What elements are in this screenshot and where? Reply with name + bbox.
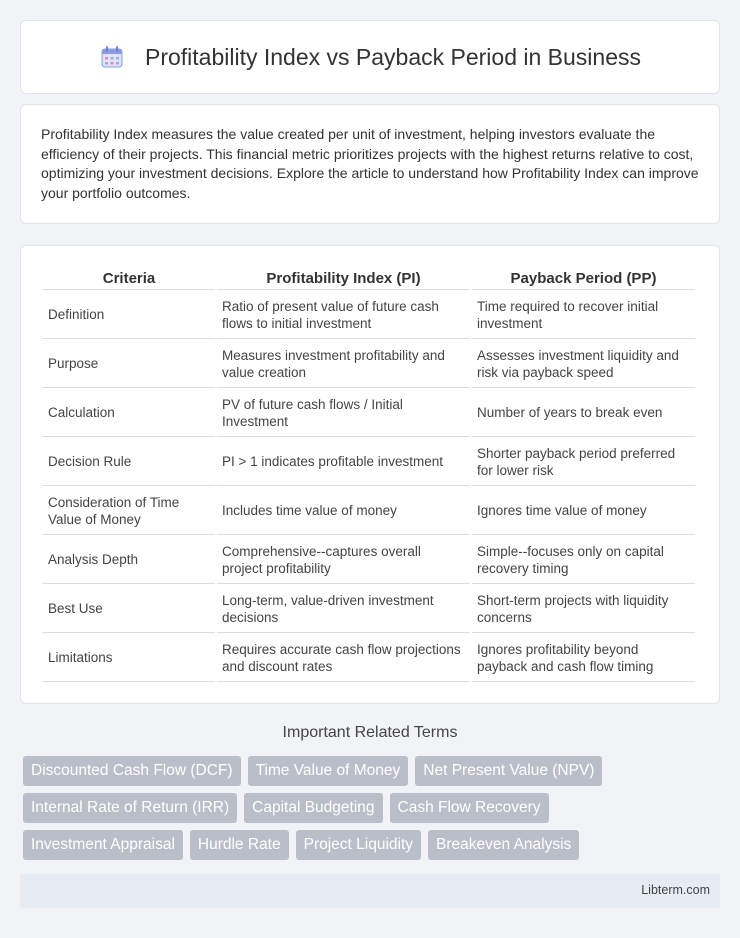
criteria-cell: Decision Rule <box>43 439 215 486</box>
tag-hurdle-rate[interactable]: Hurdle Rate <box>190 830 289 860</box>
criteria-cell: Best Use <box>43 586 215 633</box>
intro-card <box>20 104 720 224</box>
tag-project-liquidity[interactable]: Project Liquidity <box>296 830 421 860</box>
table-row <box>43 635 695 682</box>
related-terms-list <box>23 756 723 867</box>
column-header-pi: Profitability Index (PI) <box>217 268 470 290</box>
table-row <box>43 341 695 388</box>
tag-capital-budgeting[interactable]: Capital Budgeting <box>244 793 382 823</box>
pp-cell: Shorter payback period preferred for lower risk <box>472 439 695 486</box>
tag-irr[interactable]: Internal Rate of Return (IRR) <box>23 793 237 823</box>
comparison-table-card <box>20 245 720 704</box>
criteria-cell: Purpose <box>43 341 215 388</box>
table-row <box>43 292 695 339</box>
pi-cell: PI > 1 indicates profitable investment <box>217 439 470 486</box>
footer <box>20 874 720 908</box>
footer-brand[interactable]: Libterm.com <box>641 883 710 897</box>
pi-cell: Ratio of present value of future cash flows to initial investment <box>217 292 470 339</box>
pi-cell: Includes time value of money <box>217 488 470 535</box>
header-card <box>20 20 720 94</box>
tag-breakeven-analysis[interactable]: Breakeven Analysis <box>428 830 579 860</box>
tag-dcf[interactable]: Discounted Cash Flow (DCF) <box>23 756 241 786</box>
pi-cell: Long-term, value-driven investment decisions <box>217 586 470 633</box>
criteria-cell: Calculation <box>43 390 215 437</box>
table-header-row <box>43 268 695 290</box>
table-row <box>43 488 695 535</box>
tag-row <box>23 830 723 860</box>
pp-cell: Time required to recover initial investment <box>472 292 695 339</box>
pp-cell: Ignores time value of money <box>472 488 695 535</box>
pp-cell: Simple--focuses only on capital recovery timing <box>472 537 695 584</box>
intro-text: Profitability Index measures the value created per unit of investment, helping investors evaluate the efficiency of their projects. This financial metric prioritizes projects with the highest returns relative to cost, optimizing your investment decisions. Explore the article to understand how Profitability Index can improve your portfolio outcomes. <box>41 126 699 201</box>
tag-cash-flow-recovery[interactable]: Cash Flow Recovery <box>390 793 549 823</box>
tag-time-value-of-money[interactable]: Time Value of Money <box>248 756 409 786</box>
table-row <box>43 586 695 633</box>
tag-npv[interactable]: Net Present Value (NPV) <box>415 756 602 786</box>
pi-cell: Requires accurate cash flow projections and discount rates <box>217 635 470 682</box>
table-row <box>43 537 695 584</box>
pp-cell: Assesses investment liquidity and risk via payback speed <box>472 341 695 388</box>
calendar-icon <box>99 44 125 70</box>
pp-cell: Ignores profitability beyond payback and cash flow timing <box>472 635 695 682</box>
table-row <box>43 390 695 437</box>
criteria-cell: Limitations <box>43 635 215 682</box>
page-title: Profitability Index vs Payback Period in Business <box>144 43 642 70</box>
pp-cell: Number of years to break even <box>472 390 695 437</box>
tag-row <box>23 756 723 786</box>
tag-row <box>23 793 723 823</box>
column-header-criteria: Criteria <box>43 268 215 290</box>
pi-cell: PV of future cash flows / Initial Investment <box>217 390 470 437</box>
related-terms-title: Important Related Terms <box>282 724 458 741</box>
comparison-table <box>41 266 697 684</box>
table-row <box>43 439 695 486</box>
pi-cell: Comprehensive--captures overall project profitability <box>217 537 470 584</box>
criteria-cell: Consideration of Time Value of Money <box>43 488 215 535</box>
pp-cell: Short-term projects with liquidity concerns <box>472 586 695 633</box>
pi-cell: Measures investment profitability and value creation <box>217 341 470 388</box>
criteria-cell: Analysis Depth <box>43 537 215 584</box>
criteria-cell: Definition <box>43 292 215 339</box>
column-header-pp: Payback Period (PP) <box>472 268 695 290</box>
tag-investment-appraisal[interactable]: Investment Appraisal <box>23 830 183 860</box>
